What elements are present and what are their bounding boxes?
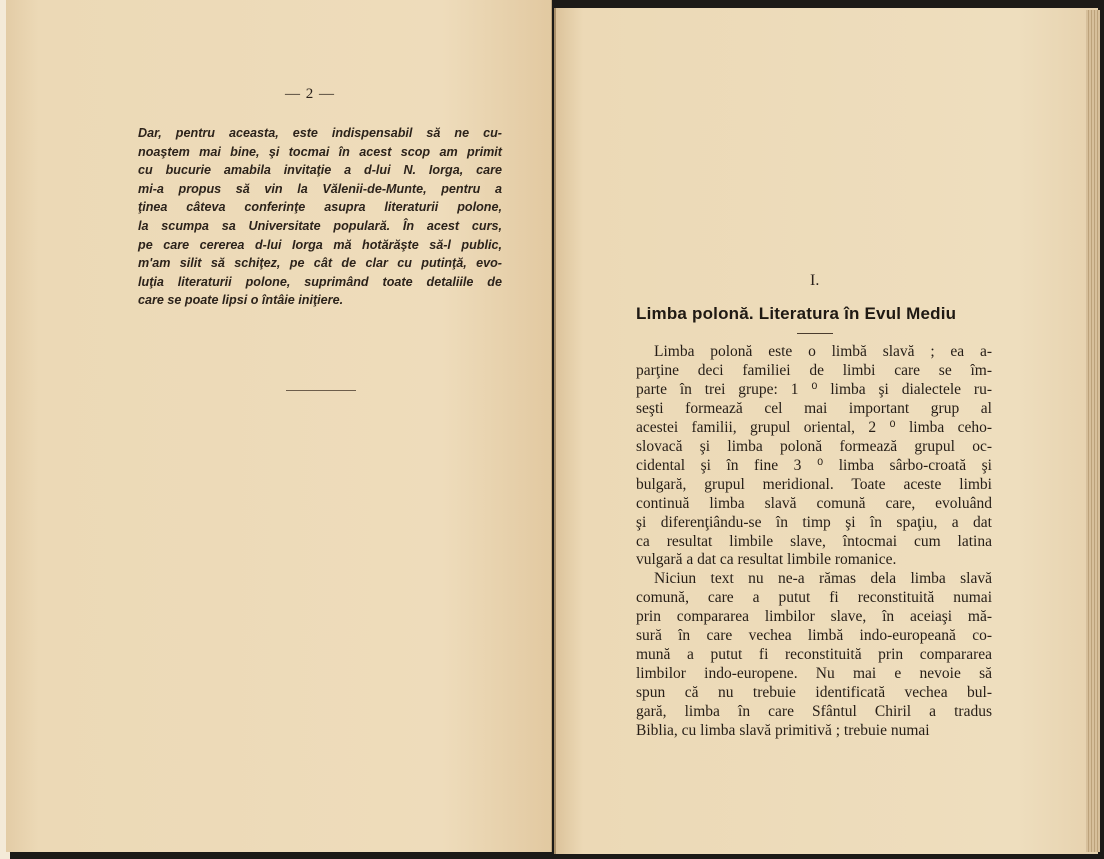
text-line: limbilor indo-europene. Nu mai e nevoie să bbox=[636, 665, 992, 683]
section-divider bbox=[286, 390, 356, 391]
text-line: m'am silit să schiţez, pe cât de clar cu putinţă, evo- bbox=[138, 256, 502, 271]
text-line: continuă limba slavă comună care, evoluând bbox=[636, 494, 992, 512]
text-line: acestei familii, grupul oriental, 2 ⁰ limba ceho- bbox=[636, 418, 992, 436]
text-line: mună a putut fi reconstituită prin compararea bbox=[636, 646, 992, 664]
text-line: luţia literaturii polone, suprimând toate detaliile de bbox=[138, 274, 502, 289]
text-line: bulgară, grupul meridional. Toate aceste limbi bbox=[636, 475, 992, 493]
text-line: spun că nu trebuie identificată vechea bul- bbox=[636, 684, 992, 702]
text-line: Dar, pentru aceasta, este indispensabil să ne cu- bbox=[138, 126, 502, 140]
text-line: la scumpa sa Universitate populară. În acest curs, bbox=[138, 218, 502, 233]
text-line: cidental şi în fine 3 ⁰ limba sârbo-croată şi bbox=[636, 456, 992, 474]
text-line: gară, limba în care Sfântul Chiril a tradus bbox=[636, 703, 992, 721]
text-line: Limba polonă este o limbă slavă ; ea a- bbox=[654, 343, 992, 360]
text-line: pe care cererea d-lui Iorga mă hotărăşte să-l public, bbox=[138, 237, 502, 252]
text-line: vulgară a dat ca resultat limbile romanice. bbox=[636, 551, 897, 569]
text-line: şi diferenţiându-se în timp şi în spaţiu, a dat bbox=[636, 513, 992, 531]
intro-paragraph bbox=[138, 124, 502, 310]
chapter-number: I. bbox=[810, 272, 820, 289]
text-line: cu bucurie amabila invitaţie a d-lui N. Iorga, care bbox=[138, 163, 502, 178]
text-line: prin compararea limbilor slave, în aceiaşi mă- bbox=[636, 608, 992, 626]
chapter-body-text bbox=[636, 343, 992, 741]
text-line: seşti formează cel mai important grup al bbox=[636, 399, 992, 417]
text-line: Niciun text nu ne-a rămas dela limba slavă bbox=[654, 570, 992, 588]
text-line: noaştem mai bine, şi tocmai în acest scop am primit bbox=[138, 144, 502, 159]
page-number: — 2 — bbox=[285, 86, 335, 102]
text-line: ca resultat limbile slave, întocmai cum latina bbox=[636, 532, 992, 550]
page-stack-edge bbox=[1086, 10, 1100, 852]
text-line: parte în trei grupe: 1 ⁰ limba şi dialectele ru- bbox=[636, 380, 992, 398]
text-line: sură în care vechea limbă indo-europeană co- bbox=[636, 627, 992, 645]
text-line: Biblia, cu limba slavă primitivă ; trebuie numai bbox=[636, 722, 930, 740]
text-line: comună, care a putut fi reconstituită numai bbox=[636, 589, 992, 607]
text-line: care se poate lipsi o întâie iniţiere. bbox=[138, 293, 344, 308]
chapter-title: Limba polonă. Literatura în Evul Mediu bbox=[636, 304, 957, 323]
text-line: mi-a propus să vin la Vălenii-de-Munte, pentru a bbox=[138, 181, 502, 196]
text-line: parţine deci familiei de limbi care se îm- bbox=[636, 361, 992, 379]
text-line: slovacă şi limba polonă formează grupul oc- bbox=[636, 437, 992, 455]
title-underline bbox=[797, 333, 833, 334]
text-line: ţinea câteva conferinţe asupra literaturii polone, bbox=[138, 200, 502, 215]
